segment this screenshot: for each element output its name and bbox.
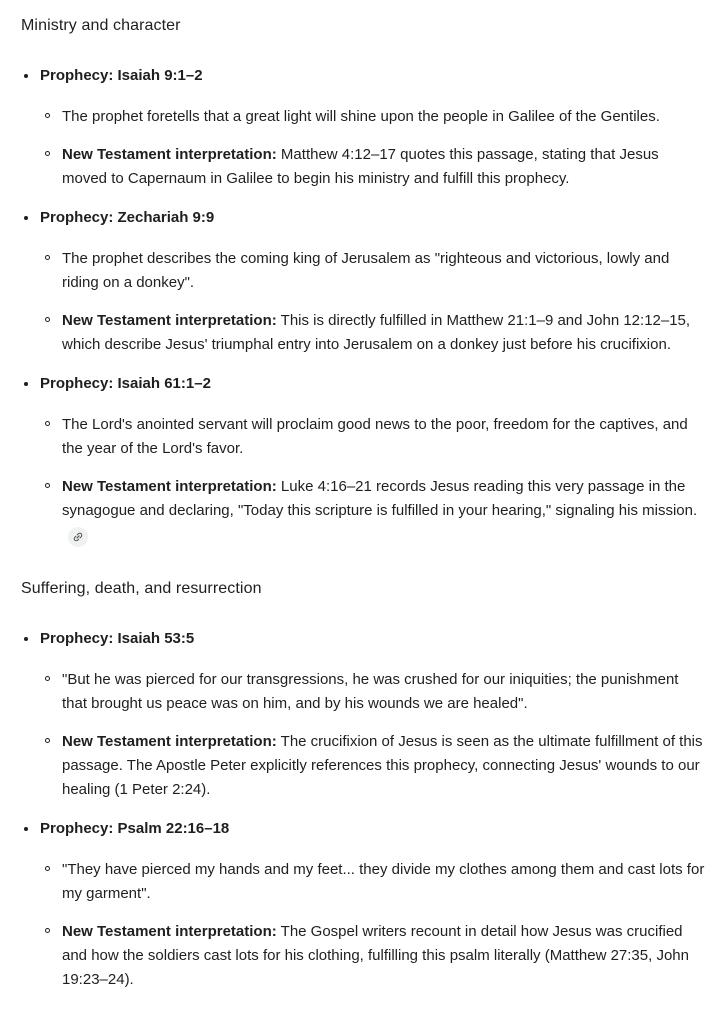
point-bold-label: New Testament interpretation: (62, 312, 277, 329)
section (21, 577, 706, 992)
prophecy-title: Prophecy: Isaiah 9:1–2 (40, 67, 203, 84)
point-body-text: The prophet describes the coming king of Jerusalem as "righteous and victorious, lowly and riding on a donkey". (62, 250, 670, 291)
point-text (62, 475, 706, 547)
point-bold-label: New Testament interpretation: (62, 923, 277, 940)
list-subitem (40, 920, 706, 992)
point-text (62, 309, 706, 357)
list-item (21, 64, 706, 191)
prophecy-detail-list (40, 247, 706, 357)
prophecy-title: Prophecy: Isaiah 53:5 (40, 630, 195, 647)
source-link-chip[interactable] (68, 527, 88, 547)
point-body-text: The Gospel writers recount in detail how Jesus was crucified and how the soldiers cast lots for his clothing, fulfilling this psalm literally (Matthew 27:35, John 19:23–24). (62, 923, 689, 988)
point-body-text: "But he was pierced for our transgressions, he was crushed for our iniquities; the punishment that brought us peace was on him, and by his wounds we are healed". (62, 671, 679, 712)
list-subitem (40, 143, 706, 191)
prophecy-title: Prophecy: Zechariah 9:9 (40, 209, 215, 226)
point-body-text: "They have pierced my hands and my feet... they divide my clothes among them and cast lots for my garment". (62, 861, 705, 902)
prophecy-title: Prophecy: Isaiah 61:1–2 (40, 375, 211, 392)
point-text (62, 413, 706, 461)
prophecy-detail-list (40, 858, 706, 992)
list-subitem (40, 309, 706, 357)
list-item (21, 627, 706, 802)
point-body-text: The Lord's anointed servant will proclaim good news to the poor, freedom for the captives, and the year of the Lord's favor. (62, 416, 688, 457)
point-text (62, 920, 706, 992)
point-bold-label: New Testament interpretation: (62, 733, 277, 750)
point-bold-label: New Testament interpretation: (62, 146, 277, 163)
list-item (21, 817, 706, 992)
prophecy-list (21, 64, 706, 547)
point-text (62, 858, 706, 906)
section-heading: Ministry and character (21, 17, 181, 34)
link-icon (72, 531, 84, 543)
point-text (62, 730, 706, 802)
prophecy-detail-list (40, 105, 706, 191)
list-subitem (40, 247, 706, 295)
point-body-text: This is directly fulfilled in Matthew 21:1–9 and John 12:12–15, which describe Jesus' triumphal entry into Jerusalem on a donkey just before his crucifixion. (62, 312, 691, 353)
list-subitem (40, 858, 706, 906)
point-text (62, 105, 706, 129)
point-text (62, 668, 706, 716)
prophecy-title: Prophecy: Psalm 22:16–18 (40, 820, 230, 837)
list-subitem (40, 105, 706, 129)
list-subitem (40, 668, 706, 716)
list-subitem (40, 413, 706, 461)
list-item (21, 372, 706, 547)
point-body-text: The prophet foretells that a great light will shine upon the people in Galilee of the Gentiles. (62, 108, 660, 125)
point-body-text: Matthew 4:12–17 quotes this passage, stating that Jesus moved to Capernaum in Galilee to begin his ministry and fulfill this prophecy. (62, 146, 659, 187)
point-text (62, 247, 706, 295)
point-text (62, 143, 706, 191)
list-subitem (40, 730, 706, 802)
list-subitem (40, 475, 706, 547)
prophecy-detail-list (40, 413, 706, 547)
list-item (21, 206, 706, 357)
point-body-text: The crucifixion of Jesus is seen as the ultimate fulfillment of this passage. The Apostle Peter explicitly references this prophecy, connecting Jesus' wounds to our healing (1 Peter 2:24). (62, 733, 703, 798)
prophecy-detail-list (40, 668, 706, 802)
section (21, 14, 706, 547)
section-heading: Suffering, death, and resurrection (21, 580, 262, 597)
point-bold-label: New Testament interpretation: (62, 478, 277, 495)
prophecy-list (21, 627, 706, 992)
point-body-text: Luke 4:16–21 records Jesus reading this very passage in the synagogue and declaring, "Today this scripture is fulfilled in your hearing," signaling his mission. (62, 478, 698, 519)
